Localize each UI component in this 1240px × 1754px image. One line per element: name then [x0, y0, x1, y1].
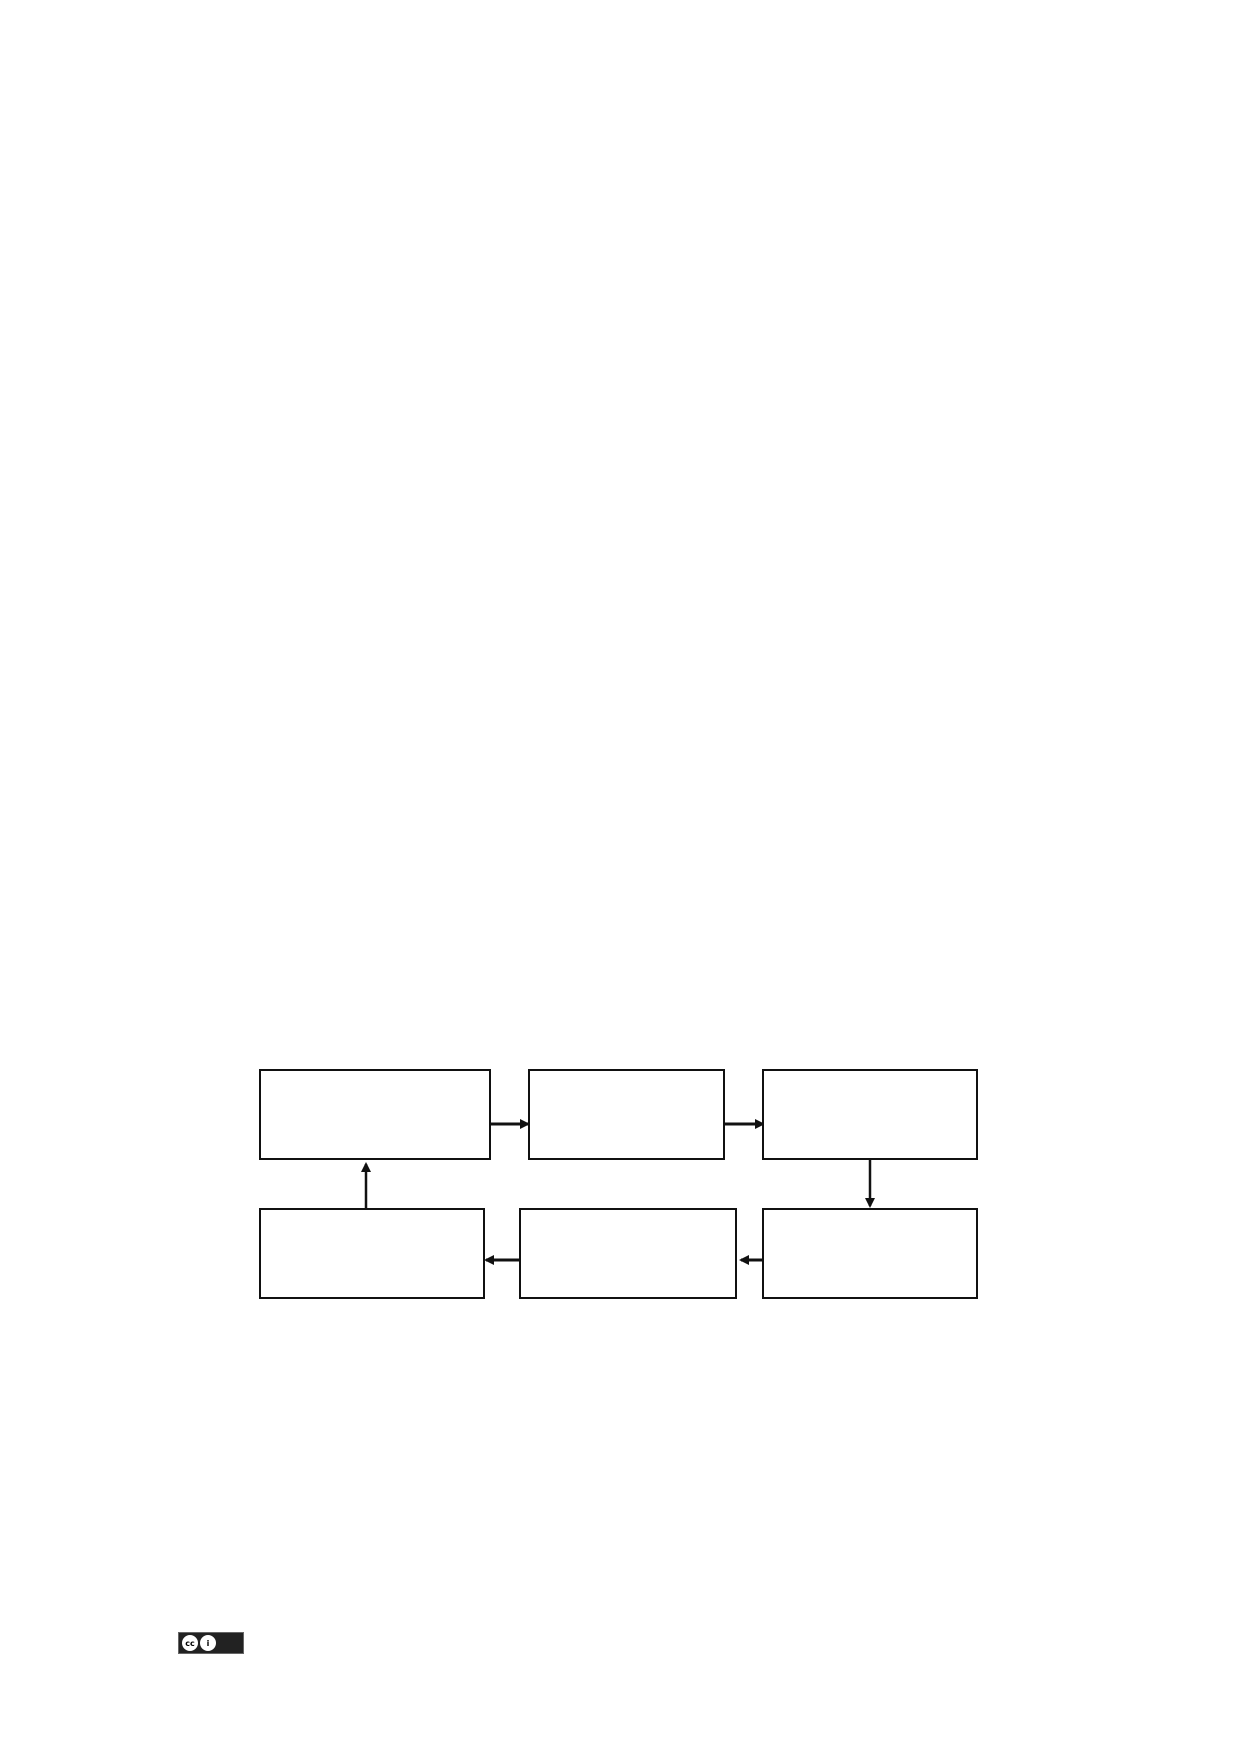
- cc-by-icon: cc i: [178, 1632, 244, 1654]
- box-sprint-1-visceral: [528, 1069, 725, 1160]
- license-footer: [178, 1632, 248, 1654]
- box-prototype-umpan-balik: [519, 1208, 737, 1299]
- box-refleksi-capaian: [259, 1208, 485, 1299]
- box-sprint-2-behavioral: [762, 1069, 978, 1160]
- box-sprint-3-reflective: [762, 1208, 978, 1299]
- box-konteks-empati: [259, 1069, 491, 1160]
